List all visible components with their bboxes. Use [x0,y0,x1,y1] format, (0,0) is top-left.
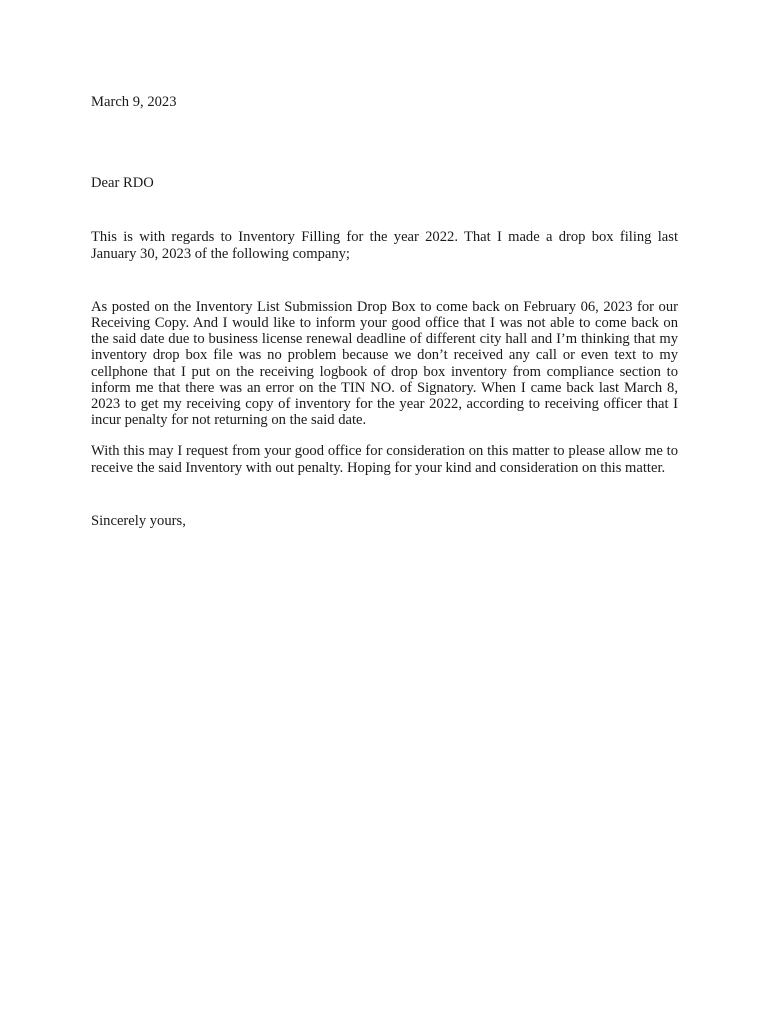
letter-date: March 9, 2023 [91,94,177,110]
letter-body [91,94,678,529]
paragraph-explanation: As posted on the Inventory List Submission Drop Box to come back on February 06, 2023 for our Receiving Copy. And I would like to inform your good office that I was not able to come back on the said date due to business license renewal deadline of different city hall and I’m thinking that my inventory drop box file was no problem because we don’t received any call or even text to my cellphone that I put on the receiving logbook of drop box inventory from compliance section to inform me that there was an error on the TIN NO. of Signatory. When I came back last March 8, 2023 to get my receiving copy of inventory for the year 2022, according to receiving officer that I incur penalty for not returning on the said date. [91,298,678,429]
closing: Sincerely yours, [91,512,186,529]
salutation: Dear RDO [91,175,154,192]
paragraph-intro: This is with regards to Inventory Filling for the year 2022. That I made a drop box filing last January 30, 2023 of the following company; [91,229,678,262]
paragraph-request: With this may I request from your good office for consideration on this matter to please allow me to receive the said Inventory with out penalty. Hoping for your kind and consideration on this matter. [91,443,678,476]
